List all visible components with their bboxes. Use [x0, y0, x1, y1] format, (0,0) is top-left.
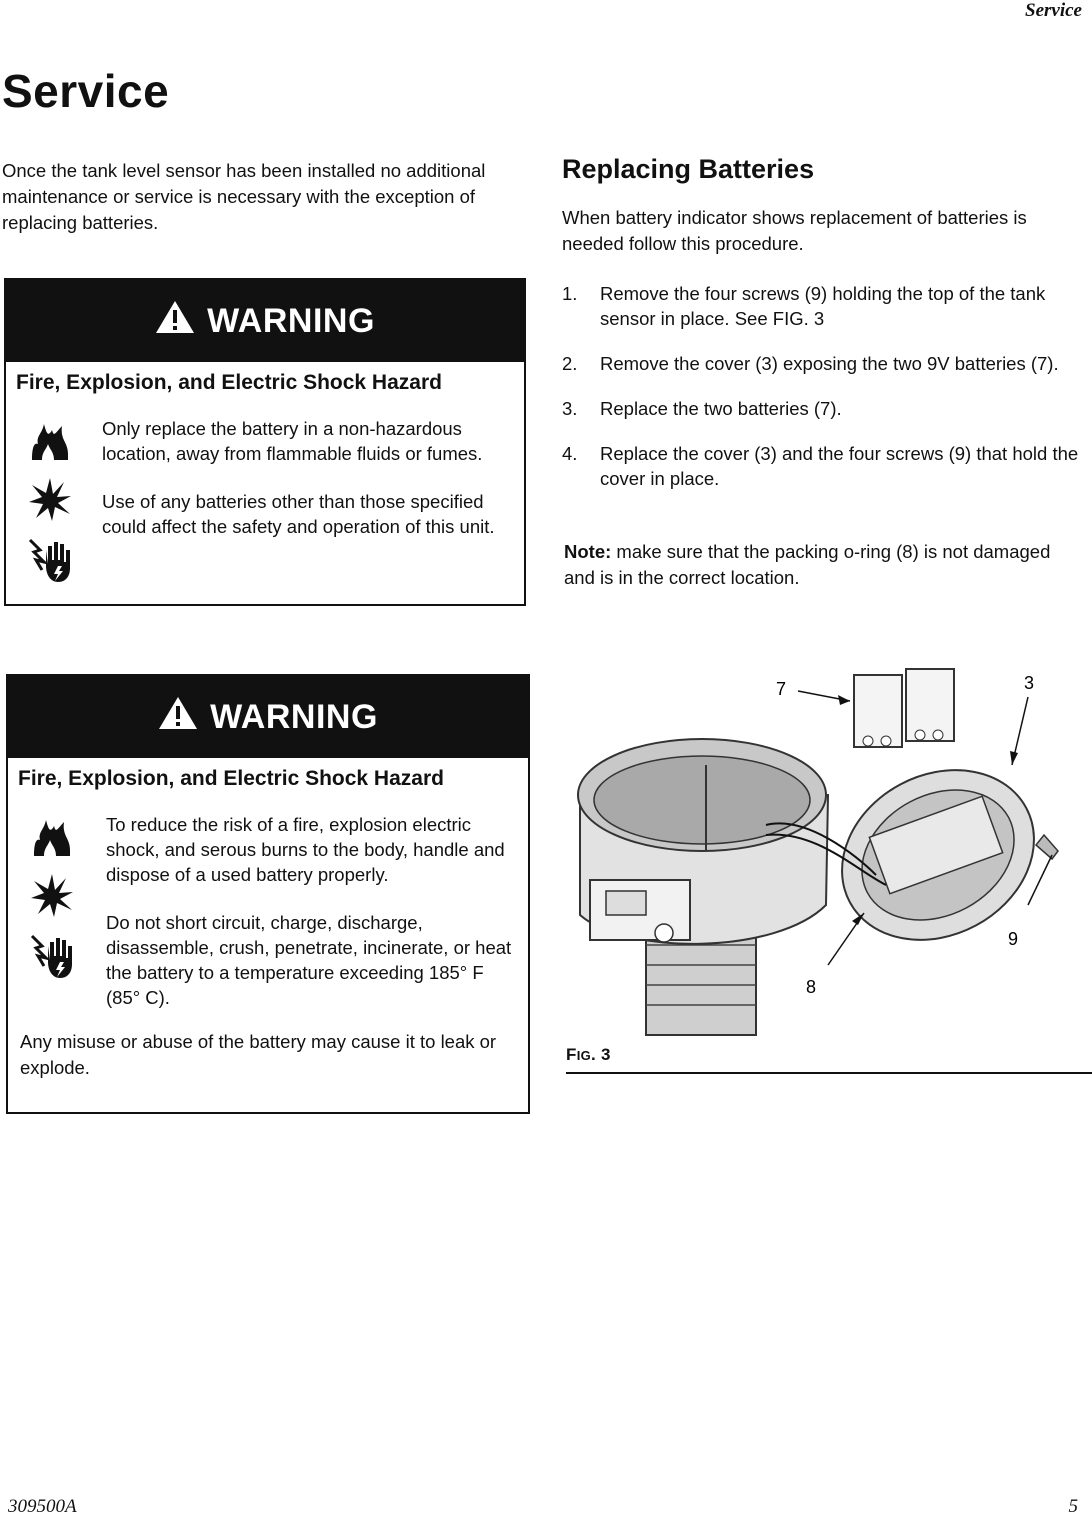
explosion-icon — [30, 872, 74, 918]
step-item: 3. Replace the two batteries (7). — [562, 398, 842, 419]
warning-paragraph: Do not short circuit, charge, discharge, disassemble, crush, penetrate, incinerate, or heat the battery to a temperature exceeding 185° F (85° C). — [106, 912, 512, 1008]
fire-icon — [30, 814, 74, 858]
electric-shock-icon — [30, 932, 74, 980]
hazard-title: Fire, Explosion, and Electric Shock Hazard — [16, 371, 442, 394]
warning-label: WARNING — [210, 697, 378, 736]
tank-sensor-illustration — [566, 655, 1092, 1075]
warning-paragraph: To reduce the risk of a fire, explosion electric shock, and serous burns to the body, handle and dispose of a used battery properly. — [106, 814, 505, 885]
hazard-title: Fire, Explosion, and Electric Shock Hazard — [18, 767, 444, 790]
callout-oring: 8 — [806, 977, 817, 997]
step-item: 1. Remove the four screws (9) holding the top of the tank sensor in place. See FIG. 3 — [562, 283, 1046, 329]
note-label: Note: — [564, 541, 612, 562]
fire-icon — [28, 418, 72, 462]
callout-batteries: 7 — [776, 679, 787, 699]
warning-paragraph: Use of any batteries other than those specified could affect the safety and operation of this unit. — [102, 491, 495, 537]
step-item: 2. Remove the cover (3) exposing the two 9V batteries (7). — [562, 353, 1059, 374]
figure-rule — [566, 1072, 1092, 1074]
section-intro: When battery indicator shows replacement of batteries is needed follow this procedure. — [562, 207, 1027, 254]
callout-screws: 9 — [1008, 929, 1019, 949]
warning-box-2 — [6, 674, 530, 1114]
page-number: 5 — [1068, 1496, 1078, 1517]
electric-shock-icon — [28, 536, 72, 584]
warning-body — [6, 416, 524, 539]
warning-body — [8, 812, 528, 1010]
warning-paragraph: Only replace the battery in a non-hazardous location, away from flammable fluids or fumes. — [102, 418, 483, 464]
figure-caption: FIG. 3 — [566, 1045, 611, 1064]
step-item: 4. Replace the cover (3) and the four screws (9) that hold the cover in place. — [562, 443, 1079, 489]
procedure-steps — [562, 281, 1087, 511]
warning-banner — [6, 280, 524, 362]
document-code: 309500A — [8, 1496, 77, 1517]
explosion-icon — [28, 476, 72, 522]
section-heading: Replacing Batteries — [562, 154, 815, 184]
warning-banner — [8, 676, 528, 758]
intro-paragraph: Once the tank level sensor has been installed no additional maintenance or service is necessary with the exception of replacing batteries. — [2, 160, 486, 233]
warning-box-1 — [4, 278, 526, 606]
callout-cover: 3 — [1024, 673, 1035, 693]
warning-footer: Any misuse or abuse of the battery may cause it to leak or explode. — [20, 1031, 497, 1078]
note — [564, 539, 1084, 591]
warning-label: WARNING — [207, 301, 375, 340]
page-title: Service — [2, 65, 170, 117]
warning-triangle-icon — [158, 696, 198, 739]
running-header: Service — [1025, 0, 1082, 21]
note-text: make sure that the packing o-ring (8) is not damaged and is in the correct location. — [564, 541, 1051, 588]
warning-triangle-icon — [155, 300, 195, 343]
